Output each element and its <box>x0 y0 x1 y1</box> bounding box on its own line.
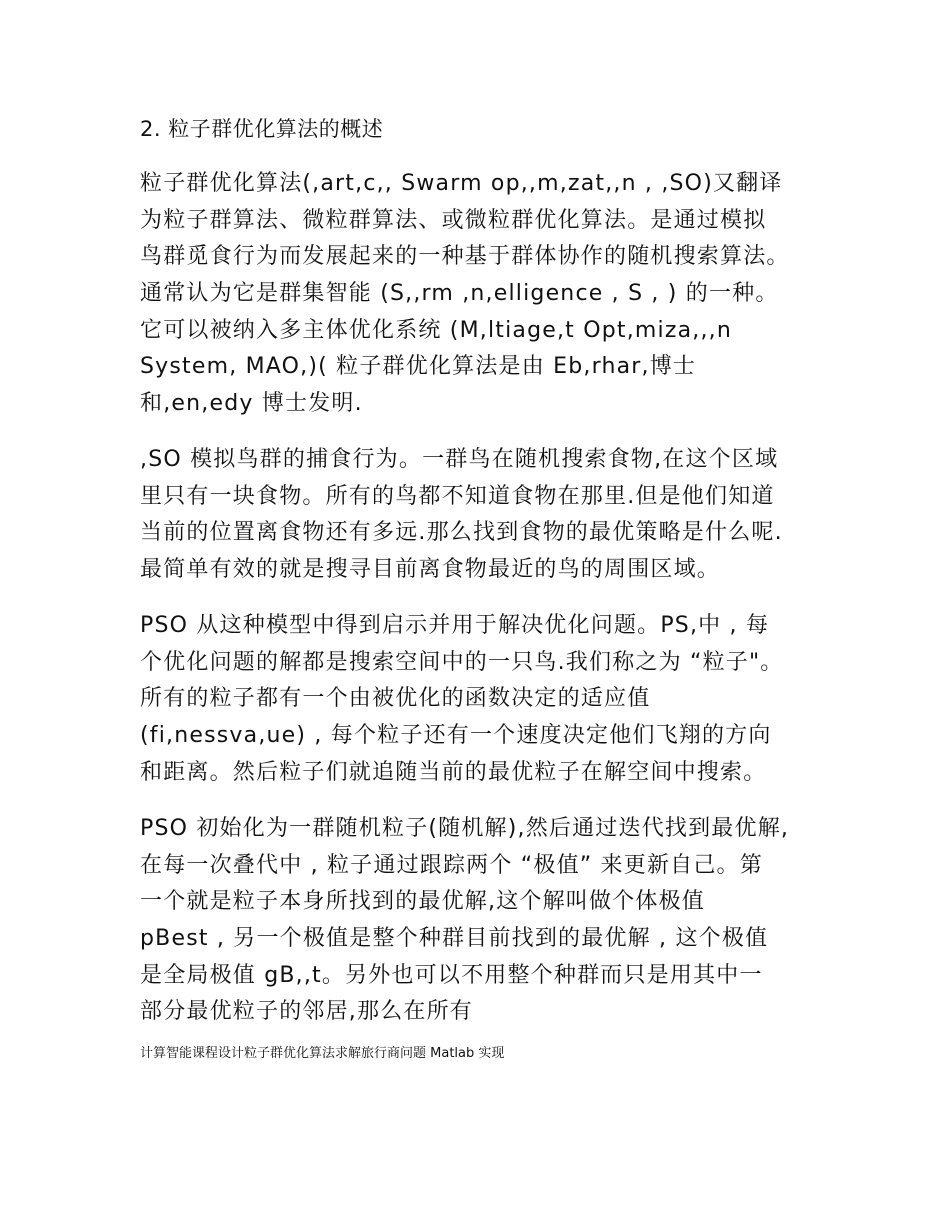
text-line: 粒子群优化算法(,art,c,, Swarm op,,m,zat,,n , ,SO)又翻译 <box>140 171 783 196</box>
text-line: 和距离。然后粒子们就追随当前的最优粒子在解空间中搜索。 <box>140 759 767 785</box>
text-line: 和,en,edy 博士发明. <box>140 391 363 417</box>
text-line: PSO 从这种模型中得到启示并用于解决优化问题。PS,中 , 每 <box>140 613 770 638</box>
text-line: 一个就是粒子本身所找到的最优解,这个解叫做个体极值 <box>140 889 705 915</box>
text-line: 当前的位置离食物还有多远.那么找到食物的最优策略是什么呢. <box>140 520 783 546</box>
text-line: 最简单有效的就是搜寻目前离食物最近的鸟的周围区域。 <box>140 557 721 583</box>
text-line: 它可以被纳入多主体优化系统 (M,ltiage,t Opt,miza,,,n <box>140 317 732 343</box>
text-line: 通常认为它是群集智能 (S,,rm ,n,elligence , S , ) 的一种。 <box>140 281 779 307</box>
text-line: System, MAO,)( 粒子群优化算法是由 Eb,rhar,博士 <box>140 354 697 380</box>
text-line: pBest , 另一个极值是整个种群目前找到的最优解 , 这个极值 <box>140 926 769 952</box>
text-line: ,SO 模拟鸟群的捕食行为。一群鸟在随机搜索食物,在这个区域 <box>140 447 779 472</box>
paragraph-pso-overview <box>140 166 830 423</box>
text-line: 里只有一块食物。所有的鸟都不知道食物在那里.但是他们知道 <box>140 483 775 509</box>
text-line: (fi,nessva,ue) , 每个粒子还有一个速度决定他们飞翔的方向 <box>140 723 772 749</box>
page-footer: 计算智能课程设计粒子群优化算法求解旅行商问题 Matlab 实现 <box>140 1046 505 1061</box>
paragraph-bird-foraging <box>140 442 830 589</box>
section-heading: 2. 粒子群优化算法的概述 <box>140 117 384 141</box>
text-line: 所有的粒子都有一个由被优化的函数决定的适应值 <box>140 686 651 712</box>
text-line: 部分最优粒子的邻居,那么在所有 <box>140 999 473 1025</box>
text-line: 为粒子群算法、微粒群算法、或微粒群优化算法。是通过模拟 <box>140 207 767 233</box>
text-line: 是全局极值 gB,,t。另外也可以不用整个种群而只是用其中一 <box>140 962 763 988</box>
paragraph-particle-model <box>140 608 830 791</box>
paragraph-pso-iteration <box>140 811 830 1031</box>
text-line: 在每一次叠代中 , 粒子通过跟踪两个 “极值” 来更新自己。第 <box>140 852 763 878</box>
text-line: 鸟群觅食行为而发展起来的一种基于群体协作的随机搜索算法。 <box>140 244 790 270</box>
text-line: 个优化问题的解都是搜索空间中的一只鸟.我们称之为 “粒子"。 <box>140 649 784 675</box>
text-line: PSO 初始化为一群随机粒子(随机解),然后通过迭代找到最优解, <box>140 816 790 841</box>
